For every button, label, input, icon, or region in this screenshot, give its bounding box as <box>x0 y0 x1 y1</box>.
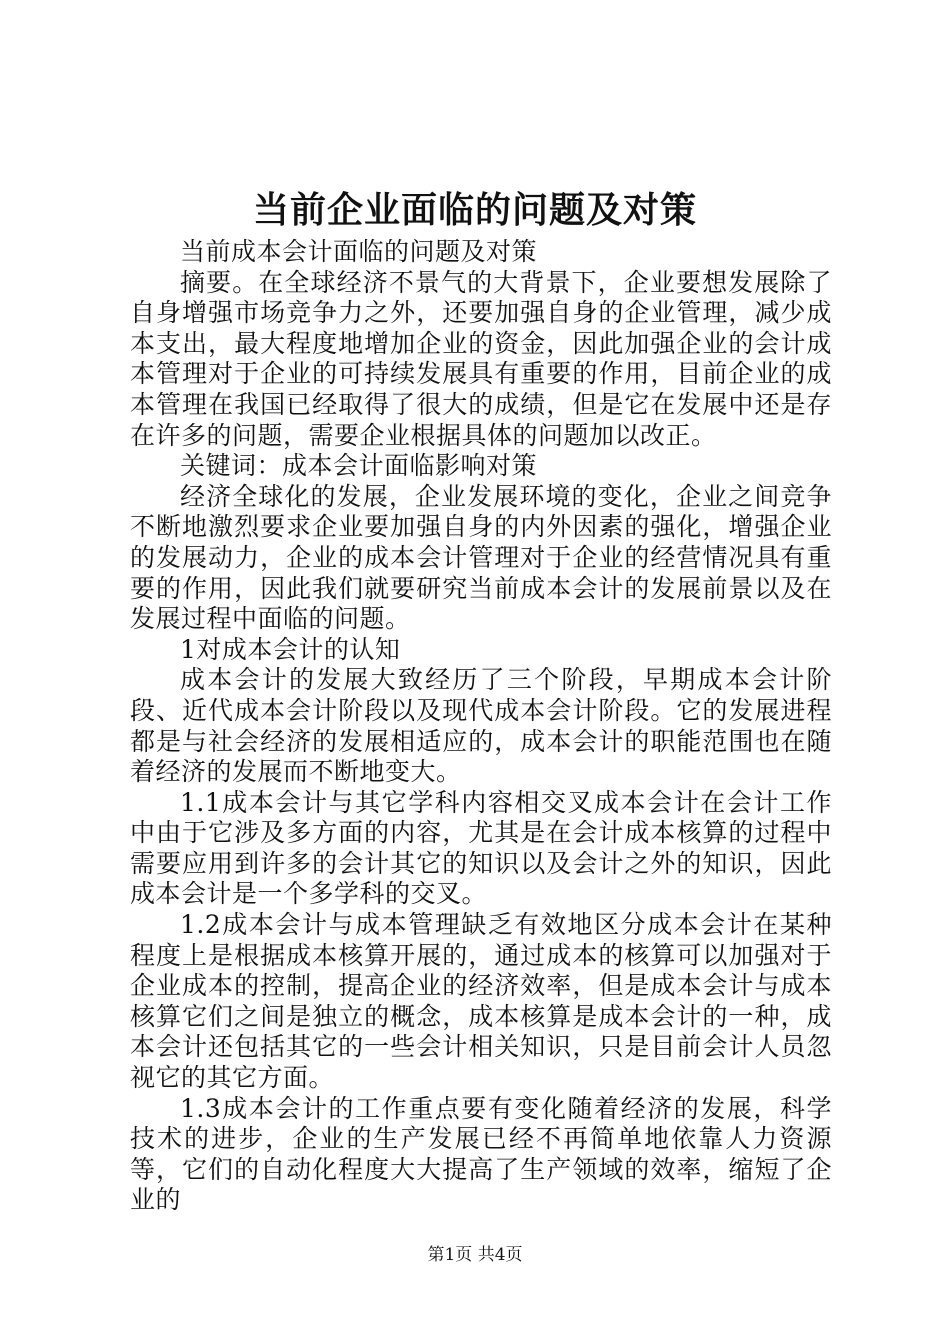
section-1-2-paragraph: 1.2成本会计与成本管理缺乏有效地区分成本会计在某种程度上是根据成本核算开展的，通过成本的核算可以加强对于企业成本的控制，提高企业的经济效率，但是成本会计与成本核算它们之间是独立的概念，成本核算是成本会计的一种，成本会计还包括其它的一些会计相关知识，只是目前会计人员忽视它的其它方面。 <box>130 910 832 1093</box>
section-1-3-paragraph: 1.3成本会计的工作重点要有变化随着经济的发展，科学技术的进步，企业的生产发展已经不再简单地依靠人力资源等，它们的自动化程度大大提高了生产领域的效率，缩短了企业的 <box>130 1093 832 1215</box>
abstract-paragraph: 摘要。在全球经济不景气的大背景下，企业要想发展除了自身增强市场竞争力之外，还要加强自身的企业管理，减少成本支出，最大程度地增加企业的资金，因此加强企业的会计成本管理对于企业的可持续发展具有重要的作用，目前企业的成本管理在我国已经取得了很大的成绩，但是它在发展中还是存在许多的问题，需要企业根据具体的问题加以改正。 <box>130 267 832 450</box>
document-title: 当前企业面临的问题及对策 <box>252 189 697 231</box>
page-footer: 第1页 共4页 <box>427 1245 523 1265</box>
section-heading-1: 1对成本会计的认知 <box>180 634 401 664</box>
section-1-paragraph: 成本会计的发展大致经历了三个阶段，早期成本会计阶段、近代成本会计阶段以及现代成本会计阶段。它的发展进程都是与社会经济的发展相适应的，成本会计的职能范围也在随着经济的发展而不断地变大。 <box>130 665 832 787</box>
document-body <box>130 237 832 1216</box>
subtitle-paragraph: 当前成本会计面临的问题及对策 <box>180 237 538 266</box>
keywords-paragraph: 关键词：成本会计面临影响对策 <box>180 451 538 481</box>
section-1-1-paragraph: 1.1成本会计与其它学科内容相交叉成本会计在会计工作中由于它涉及多方面的内容，尤其是在会计成本核算的过程中需要应用到许多的会计其它的知识以及会计之外的知识，因此成本会计是一个多学科的交叉。 <box>130 787 832 909</box>
intro-paragraph: 经济全球化的发展，企业发展环境的变化，企业之间竞争不断地激烈要求企业要加强自身的内外因素的强化，增强企业的发展动力，企业的成本会计管理对于企业的经营情况具有重要的作用，因此我们就要研究当前成本会计的发展前景以及在发展过程中面临的问题。 <box>130 481 832 634</box>
